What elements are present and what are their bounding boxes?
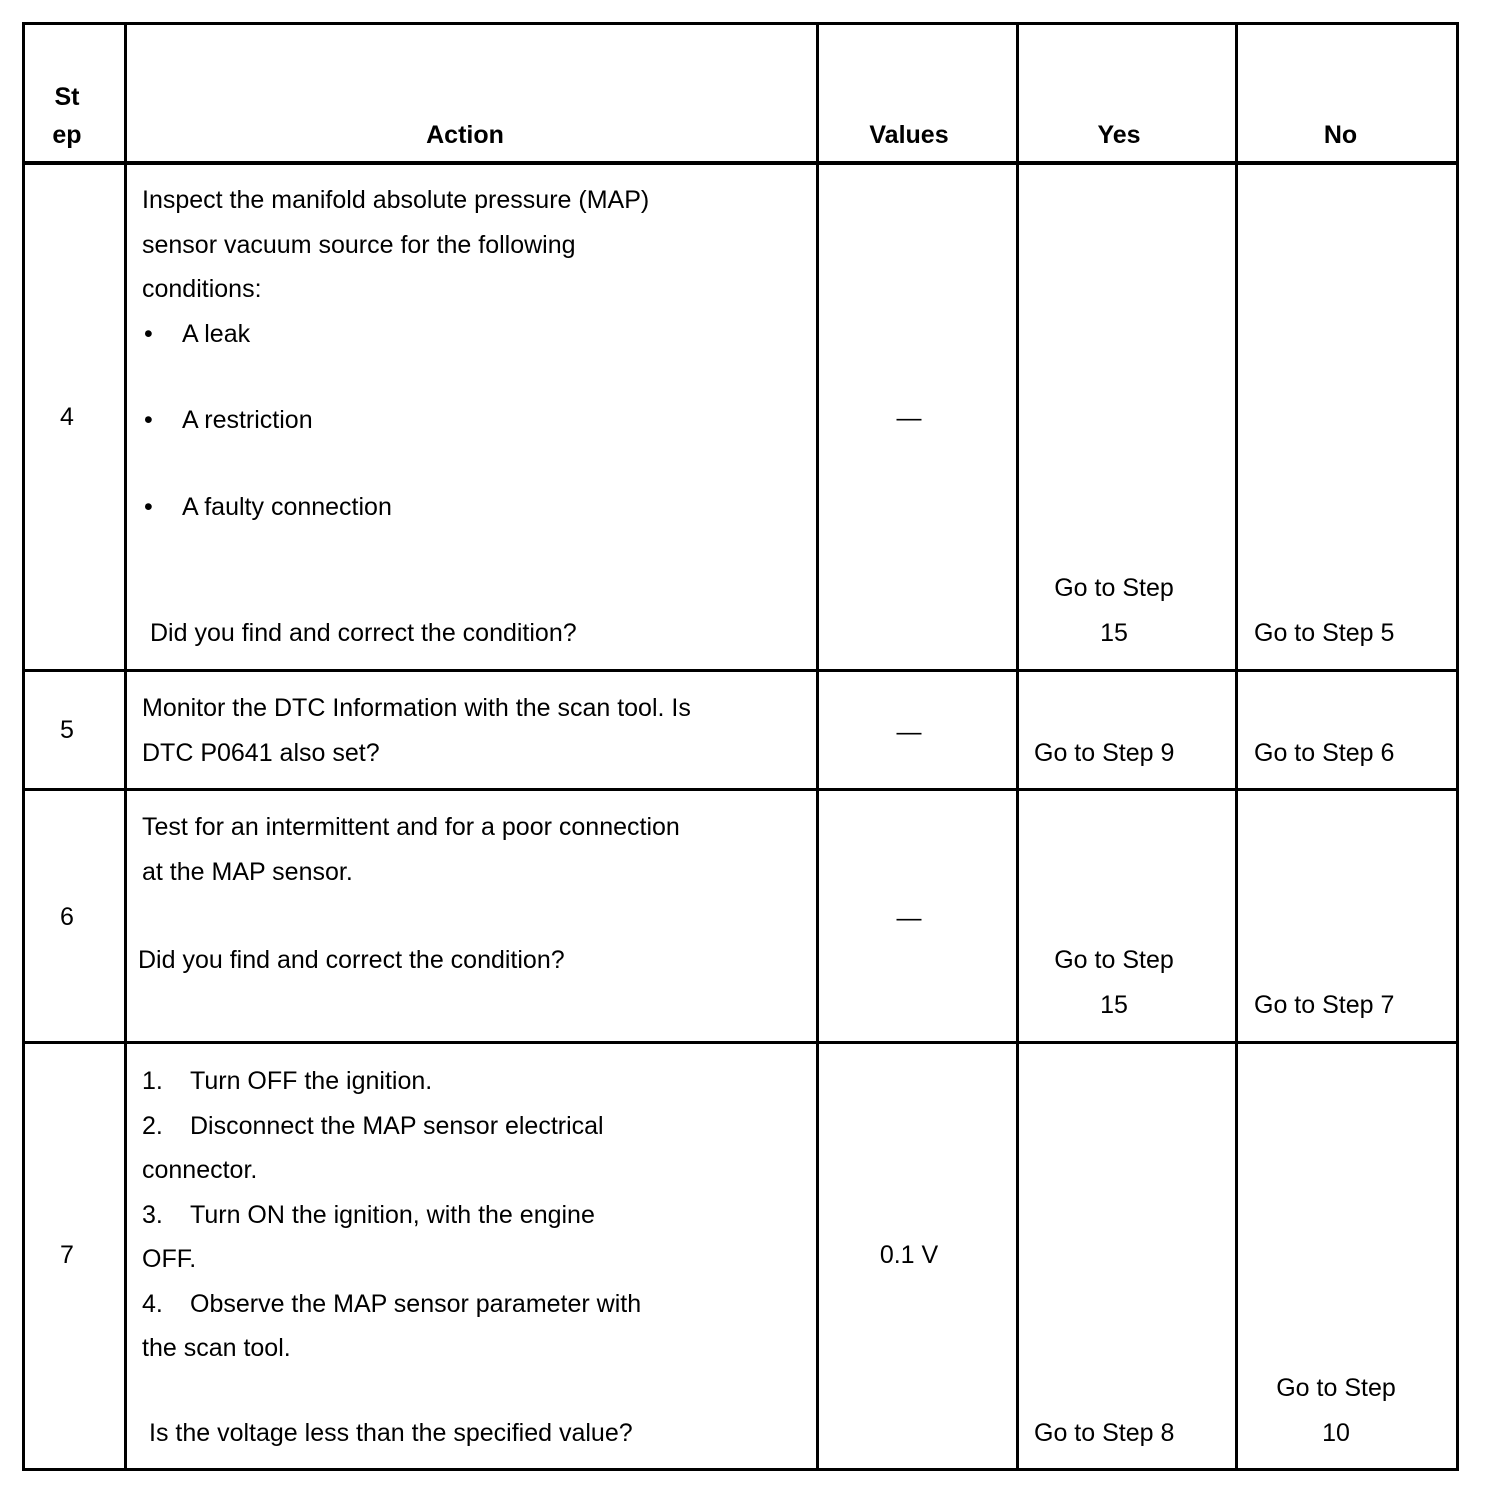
action-line: DTC P0641 also set? (142, 738, 380, 767)
action-question: Did you find and correct the condition? (138, 946, 565, 974)
action-line: conditions: (142, 275, 262, 303)
step-index: 4. (142, 1289, 163, 1318)
no-cell: Go to Step 7 (1254, 991, 1395, 1019)
diagnostic-table (22, 22, 1459, 1471)
yes-line: Go to Step (1054, 946, 1174, 974)
header-values: Values (869, 121, 949, 149)
numbered-step (142, 1104, 641, 1149)
bullet-icon: • (144, 319, 153, 348)
header-no: No (1323, 121, 1358, 149)
table-border-top (22, 22, 1459, 25)
step-number: 7 (60, 1241, 74, 1269)
no-line: Go to Step (1276, 1374, 1396, 1402)
yes-cell: Go to Step 9 (1034, 739, 1175, 767)
action-line: sensor vacuum source for the following (142, 230, 576, 259)
value-cell: 0.1 V (879, 1241, 939, 1269)
bullet-item (142, 485, 649, 530)
yes-cell: Go to Step 8 (1034, 1419, 1175, 1447)
bullet-item (142, 312, 649, 357)
step-continuation: OFF. (142, 1245, 197, 1273)
step-continuation: the scan tool. (142, 1334, 291, 1362)
numbered-step (142, 1059, 641, 1104)
step-text: Observe the MAP sensor parameter with (190, 1289, 642, 1318)
no-cell: Go to Step 5 (1254, 619, 1395, 647)
numbered-step (142, 1193, 641, 1238)
row-divider (22, 669, 1459, 672)
no-cell (1238, 1366, 1434, 1455)
step-text: Turn ON the ignition, with the engine (190, 1200, 595, 1229)
row-divider (22, 788, 1459, 791)
step-number: 4 (60, 403, 74, 431)
step-continuation: connector. (142, 1156, 258, 1184)
bullet-icon: • (144, 492, 153, 521)
header-yes: Yes (1097, 121, 1141, 149)
row-divider (22, 1041, 1459, 1044)
step-index: 3. (142, 1200, 163, 1229)
column-divider (1016, 22, 1019, 1471)
action-line: at the MAP sensor. (142, 857, 353, 886)
action-line: Monitor the DTC Information with the scan tool. Is (142, 694, 691, 722)
header-step-line2: ep (52, 121, 82, 149)
step-index: 2. (142, 1111, 163, 1140)
yes-cell (1019, 566, 1209, 655)
bullet-text: A leak (182, 319, 251, 348)
value-cell: — (896, 904, 922, 932)
action-text (142, 178, 649, 529)
action-line: Inspect the manifold absolute pressure (MAP) (142, 186, 650, 214)
yes-line: 15 (1100, 618, 1128, 647)
bullet-item (142, 398, 649, 443)
action-text (142, 1059, 641, 1371)
step-text: Turn OFF the ignition. (190, 1067, 433, 1095)
yes-line: Go to Step (1054, 574, 1174, 602)
no-line: 10 (1322, 1418, 1350, 1447)
action-question: Did you find and correct the condition? (150, 619, 577, 647)
step-index: 1. (142, 1067, 163, 1095)
step-number: 6 (60, 903, 74, 931)
action-question: Is the voltage less than the specified value? (149, 1419, 633, 1447)
no-cell: Go to Step 6 (1254, 739, 1395, 767)
column-divider (1235, 22, 1238, 1471)
table-border-bottom (22, 1468, 1459, 1471)
table-border-right (1456, 22, 1459, 1471)
header-step (25, 78, 109, 154)
action-text (142, 805, 680, 894)
yes-line: 15 (1100, 990, 1128, 1019)
header-divider (22, 161, 1459, 165)
action-text (142, 686, 691, 775)
bullet-icon: • (144, 406, 153, 434)
bullet-text: A faulty connection (182, 492, 392, 521)
value-cell: — (896, 404, 922, 432)
value-cell: — (896, 718, 922, 746)
header-step-line1: St (54, 83, 80, 111)
yes-cell (1019, 938, 1209, 1027)
header-action: Action (426, 121, 504, 149)
bullet-text: A restriction (182, 406, 313, 434)
numbered-step (142, 1282, 641, 1327)
action-line: Test for an intermittent and for a poor connection (142, 813, 680, 841)
step-number: 5 (60, 716, 74, 744)
column-divider (124, 22, 127, 1471)
step-text: Disconnect the MAP sensor electrical (190, 1111, 604, 1140)
